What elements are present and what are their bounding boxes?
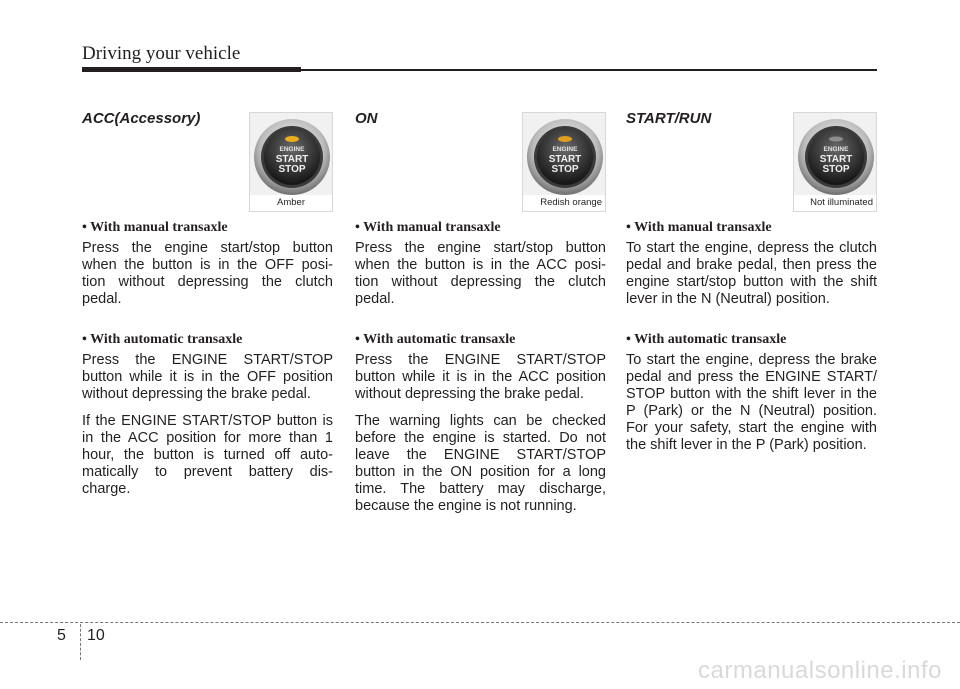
section-body [355,220,606,525]
footer-page-separator [80,624,81,660]
section-body [82,220,333,508]
engine-button-figure [522,112,606,212]
svg-text:START: START [275,154,309,165]
header-rule-thick [82,67,301,72]
manual-heading: • With manual transaxle [626,220,772,235]
section-body [626,220,877,464]
section-title: ACC(Accessory) [82,110,201,127]
svg-text:STOP: STOP [551,164,579,175]
svg-text:ENGINE: ENGINE [552,146,578,153]
svg-text:START: START [819,154,853,165]
manual-heading: • With manual transaxle [82,220,228,235]
indicator-glow [285,136,299,142]
auto-text: The warning lights can be checked before the engine is started. Do not leave the ENGINE START/STOP button in the ON position for a long time. The battery may discharge, because the engine is not running. [355,413,606,514]
svg-text:STOP: STOP [278,164,306,175]
chapter-number: 5 [57,627,66,644]
svg-text:ENGINE: ENGINE [823,146,849,153]
figure-caption: Amber [250,195,332,211]
engine-button-figure [249,112,333,212]
auto-heading: • With automatic transaxle [355,332,516,347]
page-header-title: Driving your vehicle [82,43,241,64]
auto-heading: • With automatic transaxle [626,332,787,347]
section-title: ON [355,110,378,127]
section-title: START/RUN [626,110,712,127]
manual-text: Press the engine start/stop button when the button is in the ACC posi- tion without depressing the clutch pedal. [355,240,606,307]
engine-start-button-icon [250,113,334,197]
auto-heading: • With automatic transaxle [82,332,243,347]
indicator-glow [829,137,843,142]
engine-start-button-icon [794,113,878,197]
auto-text: If the ENGINE START/STOP button is in the ACC position for more than 1 hour, the button is turned off auto- matically to prevent battery dis- charge. [82,413,333,497]
footer-divider [0,622,960,623]
svg-text:STOP: STOP [822,164,850,175]
manual-text: To start the engine, depress the clutch pedal and brake pedal, then press the engine start/stop button with the shift lever in the N (Neutral) position. [626,240,877,307]
page-number: 10 [87,627,105,644]
indicator-glow [558,136,572,142]
engine-start-button-icon [523,113,607,197]
manual-heading: • With manual transaxle [355,220,501,235]
auto-text: Press the ENGINE START/STOP button while it is in the OFF position without depressing the brake pedal. [82,352,333,402]
figure-caption: Redish orange [523,195,605,211]
svg-text:ENGINE: ENGINE [279,146,305,153]
figure-caption: Not illuminated [794,195,876,211]
auto-text: Press the ENGINE START/STOP button while it is in the ACC position without depressing the brake pedal. [355,352,606,402]
svg-text:START: START [548,154,582,165]
header-rule-thin [301,69,877,71]
manual-text: Press the engine start/stop button when the button is in the OFF posi- tion without depressing the clutch pedal. [82,240,333,307]
engine-button-figure [793,112,877,212]
auto-text: To start the engine, depress the brake pedal and press the ENGINE START/ STOP button with the shift lever in the P (Park) or the N (Neutral) position. For your safety, start the engine with the shift lever in the P (Park) position. [626,352,877,453]
watermark: carmanualsonline.info [698,657,942,684]
